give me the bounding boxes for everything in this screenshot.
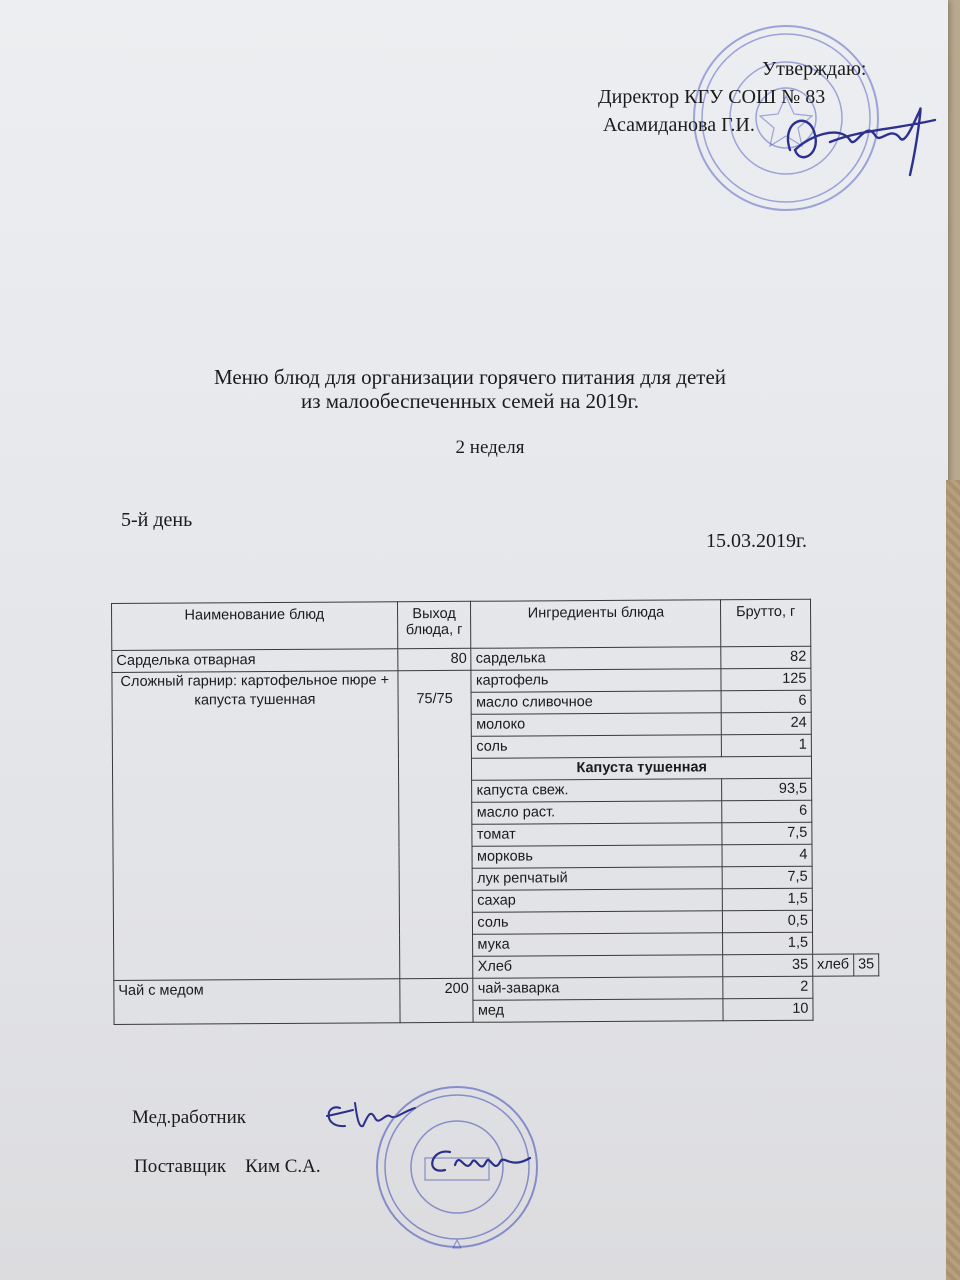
day-label: 5-й день (121, 509, 193, 531)
header-dish: Наименование блюд (112, 602, 398, 651)
ingredient-cell: масло сливочное (471, 691, 721, 715)
menu-table (111, 598, 880, 1025)
ingredient-cell: сахар (473, 889, 723, 913)
output-cell: 35 (723, 954, 813, 977)
gross-cell: 2 (723, 976, 813, 999)
document-date: 15.03.2019г. (706, 530, 807, 552)
med-worker-label: Мед.работник (132, 1107, 246, 1128)
gross-cell: 24 (722, 712, 812, 735)
supplier-line (134, 1156, 321, 1178)
header-ingredients: Ингредиенты блюда (471, 600, 721, 649)
ingredient-cell: картофель (471, 669, 721, 693)
director-title: Директор КГУ СОШ № 83 (598, 86, 826, 108)
dish-cell: Чай с медом (114, 979, 400, 1025)
ingredient-cell: мед (473, 999, 723, 1023)
ingredient-cell: морковь (472, 845, 722, 869)
document-title-line2: из малообеспеченных семей на 2019г. (300, 389, 640, 413)
gross-cell: 10 (723, 998, 813, 1021)
gross-cell: 1 (722, 734, 812, 757)
ingredient-cell: мука (473, 933, 723, 957)
subheader-cell: Капуста тушенная (472, 756, 812, 780)
gross-cell: 6 (722, 800, 812, 823)
gross-cell: 1,5 (723, 932, 813, 955)
document-title-line1: Меню блюд для организации горячего питания для детей (213, 365, 727, 389)
ingredient-cell: чай-заварка (473, 977, 723, 1001)
gross-cell: 1,5 (723, 888, 813, 911)
gross-cell: 82 (721, 646, 811, 669)
gross-cell: 6 (721, 690, 811, 713)
background-wall (946, 480, 960, 1280)
gross-cell: 93,5 (722, 778, 812, 801)
dish-cell: Сложный гарнир: картофельное пюре + капуста тушенная (112, 671, 399, 981)
ingredient-cell: соль (472, 735, 722, 759)
ingredient-cell: хлеб (813, 954, 854, 976)
director-name: Асамиданова Г.И. (603, 114, 755, 136)
ingredient-cell: томат (472, 823, 722, 847)
gross-cell: 35 (854, 954, 879, 976)
gross-cell: 7,5 (722, 866, 812, 889)
ingredient-cell: масло раст. (472, 801, 722, 825)
gross-cell: 7,5 (722, 822, 812, 845)
ingredient-cell: соль (473, 911, 723, 935)
header-gross: Брутто, г (721, 599, 811, 647)
supplier-name: Ким С.А. (245, 1156, 321, 1177)
ingredient-cell: лук репчатый (473, 867, 723, 891)
dish-cell: Хлеб (473, 955, 723, 979)
table-header-row (112, 599, 877, 651)
output-cell: 80 (397, 648, 471, 670)
ingredient-cell: молоко (472, 713, 722, 737)
gross-cell: 4 (722, 844, 812, 867)
output-cell: 75/75 (398, 670, 474, 978)
approval-label: Утверждаю: (762, 58, 867, 80)
output-cell: 200 (399, 978, 473, 1022)
dish-cell: Сарделька отварная (112, 649, 398, 673)
gross-cell: 125 (721, 668, 811, 691)
ingredient-cell: сарделька (471, 647, 721, 671)
week-label: 2 неделя (455, 437, 525, 458)
ingredient-cell: капуста свеж. (472, 779, 722, 803)
supplier-label: Поставщик (134, 1156, 227, 1177)
supplier-signature (420, 1140, 540, 1190)
gross-cell: 0,5 (723, 910, 813, 933)
header-output: Выход блюда, г (397, 601, 471, 648)
